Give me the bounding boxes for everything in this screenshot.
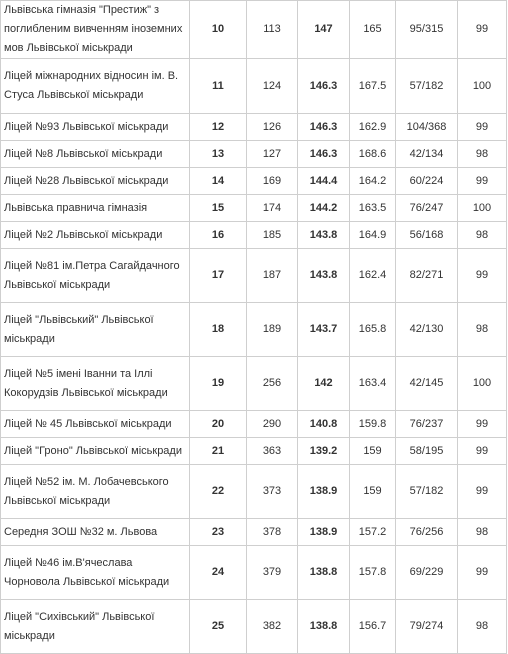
score-a-cell: 189	[247, 303, 298, 357]
rank-cell: 13	[190, 141, 247, 168]
score-b-cell: 143.8	[298, 222, 350, 249]
rank-cell: 11	[190, 59, 247, 114]
school-name-cell: Ліцей "Гроно" Львівської міськради	[1, 438, 190, 465]
rank-cell: 25	[190, 600, 247, 654]
percent-cell: 99	[458, 1, 507, 59]
score-a-cell: 113	[247, 1, 298, 59]
percent-cell: 99	[458, 114, 507, 141]
score-b-cell: 142	[298, 357, 350, 411]
ratio-cell: 76/256	[396, 519, 458, 546]
rank-cell: 21	[190, 438, 247, 465]
score-c-cell: 159	[350, 438, 396, 465]
percent-cell: 100	[458, 195, 507, 222]
ratio-cell: 76/237	[396, 411, 458, 438]
score-b-cell: 140.8	[298, 411, 350, 438]
score-a-cell: 373	[247, 465, 298, 519]
ratio-cell: 60/224	[396, 168, 458, 195]
rank-cell: 23	[190, 519, 247, 546]
percent-cell: 98	[458, 600, 507, 654]
rank-cell: 22	[190, 465, 247, 519]
table-row	[1, 438, 507, 465]
score-a-cell: 382	[247, 600, 298, 654]
score-b-cell: 143.7	[298, 303, 350, 357]
percent-cell: 98	[458, 141, 507, 168]
school-name-cell: Ліцей №46 ім.В'ячеслава Чорновола Львівської міськради	[1, 546, 190, 600]
score-c-cell: 159	[350, 465, 396, 519]
table-row	[1, 1, 507, 59]
score-c-cell: 165.8	[350, 303, 396, 357]
rank-cell: 24	[190, 546, 247, 600]
score-a-cell: 363	[247, 438, 298, 465]
score-a-cell: 379	[247, 546, 298, 600]
score-c-cell: 157.2	[350, 519, 396, 546]
score-b-cell: 146.3	[298, 114, 350, 141]
score-b-cell: 138.8	[298, 546, 350, 600]
score-b-cell: 144.4	[298, 168, 350, 195]
score-a-cell: 256	[247, 357, 298, 411]
ratio-cell: 76/247	[396, 195, 458, 222]
percent-cell: 99	[458, 438, 507, 465]
school-name-cell: Ліцей міжнародних відносин ім. В. Стуса Львівської міськради	[1, 59, 190, 114]
school-name-cell: Ліцей "Львівський" Львівської міськради	[1, 303, 190, 357]
table-row	[1, 114, 507, 141]
table-row	[1, 519, 507, 546]
score-b-cell: 147	[298, 1, 350, 59]
school-name-cell: Ліцей №8 Львівської міськради	[1, 141, 190, 168]
rank-cell: 15	[190, 195, 247, 222]
score-c-cell: 168.6	[350, 141, 396, 168]
ratio-cell: 42/130	[396, 303, 458, 357]
percent-cell: 98	[458, 519, 507, 546]
score-b-cell: 138.9	[298, 465, 350, 519]
score-a-cell: 187	[247, 249, 298, 303]
table-body	[1, 1, 507, 654]
percent-cell: 100	[458, 59, 507, 114]
table-row	[1, 411, 507, 438]
table-row	[1, 222, 507, 249]
score-c-cell: 163.5	[350, 195, 396, 222]
percent-cell: 100	[458, 357, 507, 411]
score-a-cell: 290	[247, 411, 298, 438]
score-c-cell: 165	[350, 1, 396, 59]
percent-cell: 99	[458, 168, 507, 195]
table-row	[1, 168, 507, 195]
ratio-cell: 82/271	[396, 249, 458, 303]
percent-cell: 99	[458, 249, 507, 303]
score-b-cell: 143.8	[298, 249, 350, 303]
table-row	[1, 195, 507, 222]
rank-cell: 20	[190, 411, 247, 438]
school-name-cell: Ліцей №81 ім.Петра Сагайдачного Львівської міськради	[1, 249, 190, 303]
school-name-cell: Львівська гімназія "Престиж" з поглибленим вивченням іноземних мов Львівської міськради	[1, 1, 190, 59]
score-c-cell: 159.8	[350, 411, 396, 438]
ratio-cell: 104/368	[396, 114, 458, 141]
ratio-cell: 79/274	[396, 600, 458, 654]
score-c-cell: 167.5	[350, 59, 396, 114]
ratio-cell: 95/315	[396, 1, 458, 59]
score-a-cell: 378	[247, 519, 298, 546]
score-a-cell: 185	[247, 222, 298, 249]
percent-cell: 98	[458, 222, 507, 249]
ratio-cell: 69/229	[396, 546, 458, 600]
school-name-cell: Ліцей №5 імені Іванни та Іллі Кокорудзів Львівської міськради	[1, 357, 190, 411]
table-row	[1, 59, 507, 114]
score-c-cell: 164.2	[350, 168, 396, 195]
score-c-cell: 157.8	[350, 546, 396, 600]
score-b-cell: 146.3	[298, 141, 350, 168]
score-b-cell: 139.2	[298, 438, 350, 465]
ratio-cell: 56/168	[396, 222, 458, 249]
school-name-cell: Ліцей №93 Львівської міськради	[1, 114, 190, 141]
table-row	[1, 600, 507, 654]
table-row	[1, 249, 507, 303]
table-row	[1, 141, 507, 168]
school-name-cell: Середня ЗОШ №32 м. Львова	[1, 519, 190, 546]
percent-cell: 99	[458, 546, 507, 600]
score-c-cell: 162.4	[350, 249, 396, 303]
school-name-cell: Ліцей № 45 Львівської міськради	[1, 411, 190, 438]
ratio-cell: 58/195	[396, 438, 458, 465]
percent-cell: 99	[458, 411, 507, 438]
score-a-cell: 174	[247, 195, 298, 222]
school-name-cell: Ліцей №28 Львівської міськради	[1, 168, 190, 195]
ratio-cell: 42/134	[396, 141, 458, 168]
score-c-cell: 162.9	[350, 114, 396, 141]
rank-cell: 17	[190, 249, 247, 303]
score-c-cell: 156.7	[350, 600, 396, 654]
percent-cell: 98	[458, 303, 507, 357]
score-c-cell: 163.4	[350, 357, 396, 411]
score-b-cell: 146.3	[298, 59, 350, 114]
rank-cell: 14	[190, 168, 247, 195]
school-name-cell: Ліцей "Сихівський" Львівської міськради	[1, 600, 190, 654]
table-row	[1, 465, 507, 519]
score-b-cell: 138.8	[298, 600, 350, 654]
score-a-cell: 127	[247, 141, 298, 168]
rank-cell: 12	[190, 114, 247, 141]
score-a-cell: 126	[247, 114, 298, 141]
score-c-cell: 164.9	[350, 222, 396, 249]
table-row	[1, 357, 507, 411]
score-b-cell: 144.2	[298, 195, 350, 222]
school-name-cell: Ліцей №52 ім. М. Лобачевського Львівської міськради	[1, 465, 190, 519]
rank-cell: 18	[190, 303, 247, 357]
score-a-cell: 169	[247, 168, 298, 195]
table-row	[1, 303, 507, 357]
percent-cell: 99	[458, 465, 507, 519]
school-name-cell: Львівська правнича гімназія	[1, 195, 190, 222]
rank-cell: 10	[190, 1, 247, 59]
rank-cell: 16	[190, 222, 247, 249]
score-a-cell: 124	[247, 59, 298, 114]
ratio-cell: 57/182	[396, 465, 458, 519]
table-row	[1, 546, 507, 600]
school-name-cell: Ліцей №2 Львівської міськради	[1, 222, 190, 249]
score-b-cell: 138.9	[298, 519, 350, 546]
rank-cell: 19	[190, 357, 247, 411]
ratio-cell: 42/145	[396, 357, 458, 411]
ratio-cell: 57/182	[396, 59, 458, 114]
